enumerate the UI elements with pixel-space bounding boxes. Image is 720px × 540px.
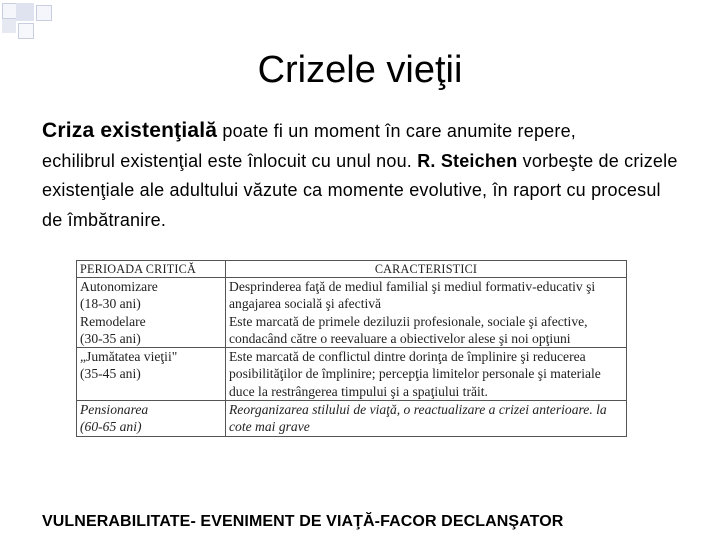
row-traits: Desprinderea faţă de mediul familial şi mediul formativ-educativ şi angajarea socială şi afectivă Este marcată de primele deziluzii profesionale, sociale şi afective, condacând către o reevaluare a obiectivelor alese şi noi opţiuni [226,278,627,348]
row-period: „Jumătatea vieţii" (35-45 ani) [77,348,226,401]
table-row [77,348,627,401]
header-traits: CARACTERISTICI [226,261,627,278]
row-traits: Este marcată de conflictul dintre dorinţa de împlinire şi reducerea posibilităţilor de împlinire; percepţia limitelor personale şi materiale duce la restrângerea timpului şi a spaţiului trăit. [226,348,627,401]
table-row [77,401,627,437]
crisis-table-image [76,260,628,490]
intro-paragraph [42,116,682,235]
slide-title: Crizele vieţii [257,49,463,91]
row-traits: Reorganizarea stilului de viaţă, o reactualizare a crizei anterioare. la cote mai grave [226,401,627,437]
lead-term: Criza existenţială [42,119,218,142]
row-period: Autonomizare (18-30 ani) Remodelare (30-35 ani) [77,278,226,348]
row-period: Pensionarea (60-65 ani) [77,401,226,437]
table-header-row [77,261,627,278]
author-name: R. Steichen [417,150,518,171]
paragraph-part1: echilibrul existenţial este înlocuit cu unul nou. [42,150,418,171]
footer-caption: VULNERABILITATE- EVENIMENT DE VIAŢĂ-FACOR DECLANŞATOR [42,513,564,530]
corner-decoration [0,0,60,45]
lead-rest: poate fi un moment în care anumite repere, [217,121,576,141]
crisis-table [76,260,627,437]
table-row [77,278,627,348]
paragraph-part2: vorbeşte de crizele existenţiale ale adultului văzute ca momente evolutive, în raport cu procesul de îmbătranire. [42,150,678,230]
header-period: PERIOADA CRITICĂ [77,261,226,278]
